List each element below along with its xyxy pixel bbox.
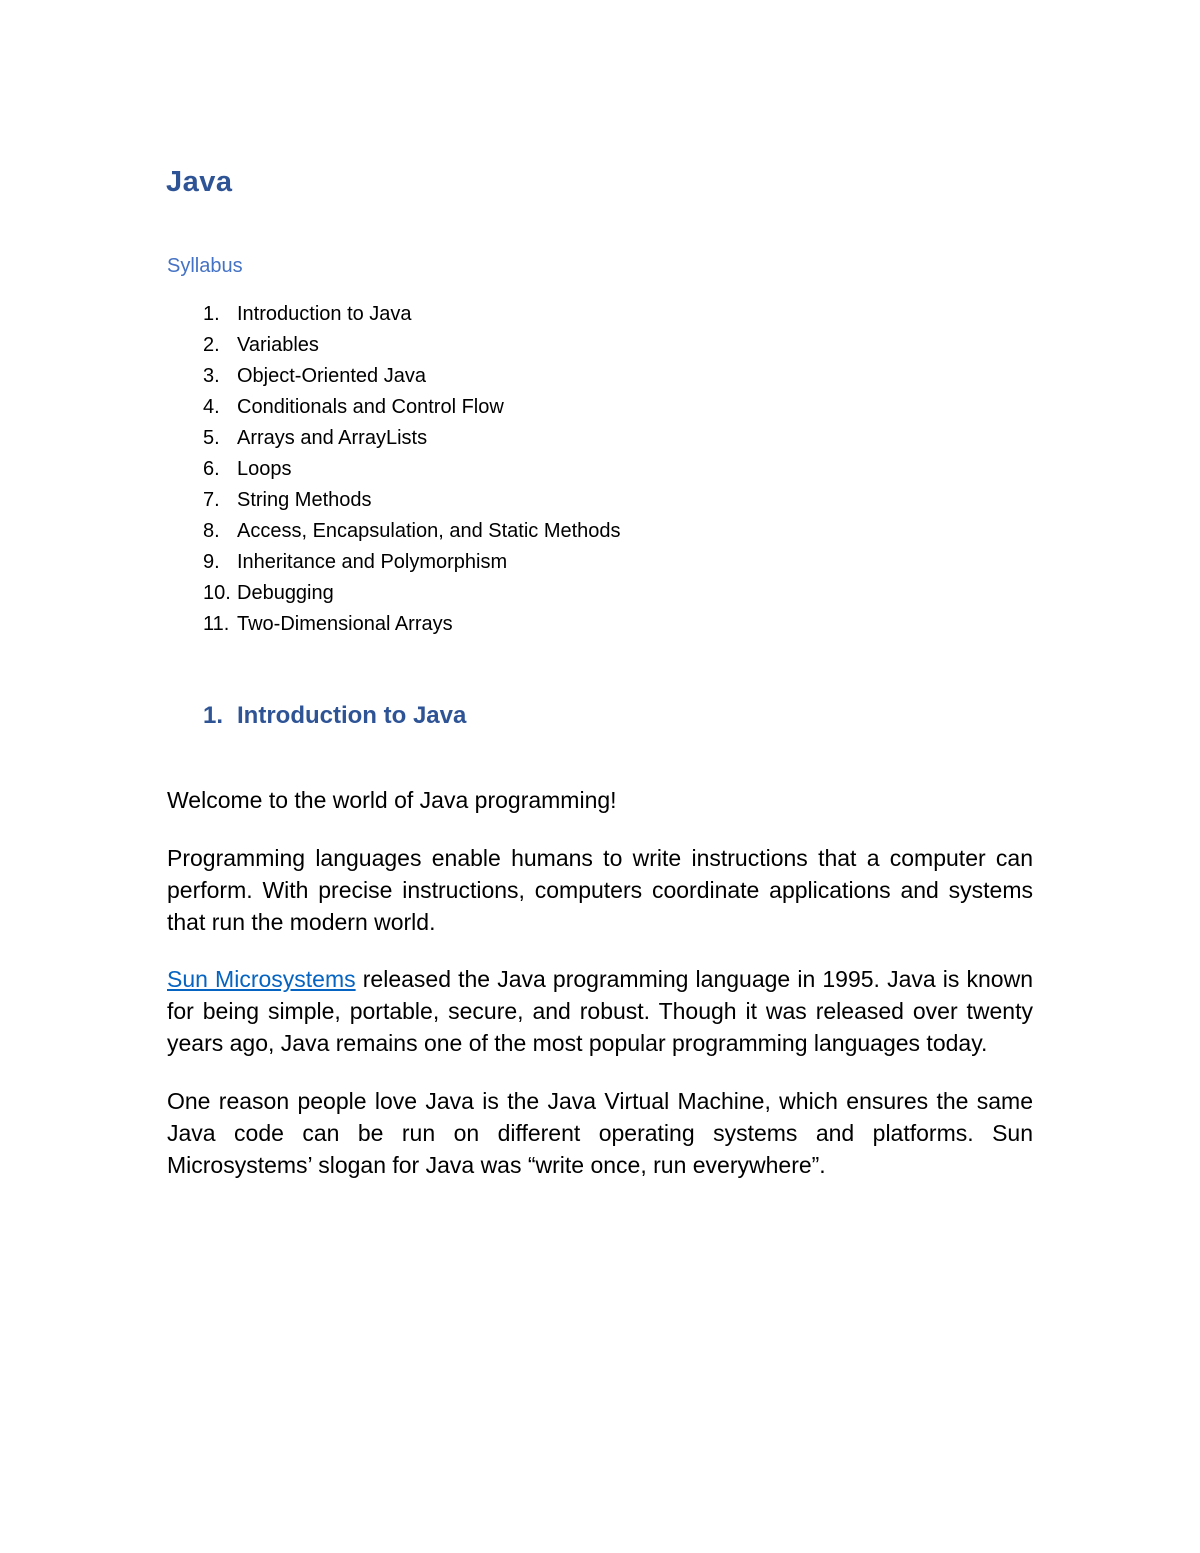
list-item-number: 1. (203, 303, 220, 325)
list-item-number: 9. (203, 551, 220, 573)
list-item-number: 2. (203, 334, 220, 356)
list-item-number: 4. (203, 396, 220, 418)
list-item-label: Object-Oriented Java (237, 365, 426, 387)
list-item-label: Debugging (237, 582, 334, 604)
list-item-label: Arrays and ArrayLists (237, 427, 428, 449)
paragraph-programming-languages: Programming languages enable humans to write instructions that a computer can perform. With precise instructions, computers coordinate applications and systems that run the modern world. (167, 845, 1033, 935)
list-item-number: 7. (203, 489, 220, 511)
section-heading-text: Introduction to Java (237, 702, 467, 729)
document-title: Java (166, 166, 233, 198)
list-item-number: 10. (203, 582, 231, 604)
list-item-label: Inheritance and Polymorphism (237, 551, 508, 573)
list-item-number: 5. (203, 427, 220, 449)
list-item-label: Loops (237, 458, 292, 480)
list-item-number: 6. (203, 458, 220, 480)
list-item-number: 8. (203, 520, 220, 542)
paragraph-welcome: Welcome to the world of Java programming! (167, 787, 617, 813)
syllabus-heading: Syllabus (167, 255, 243, 277)
sun-microsystems-link[interactable]: Sun Microsystems (167, 966, 356, 992)
section-heading (0, 702, 1200, 738)
list-item-number: 3. (203, 365, 220, 387)
paragraph-sun-microsystems-text: released the Java programming language in 1995. Java is known for being simple, portable, secure, and robust. Though it was released over twenty years ago, Java remains one of the most popular programming languages today. (167, 966, 1034, 1056)
paragraph-sun-microsystems (167, 963, 1033, 1059)
list-item-label: Conditionals and Control Flow (237, 396, 504, 418)
list-item-number: 11. (203, 613, 230, 635)
list-item-label: Access, Encapsulation, and Static Methods (237, 520, 621, 542)
list-item-label: String Methods (237, 489, 372, 511)
list-item-label: Variables (237, 334, 319, 356)
list-item-label: Introduction to Java (237, 303, 412, 325)
list-item-label: Two-Dimensional Arrays (237, 613, 453, 635)
section-heading-number: 1. (203, 702, 224, 729)
paragraph-jvm: One reason people love Java is the Java Virtual Machine, which ensures the same Java code can be run on different operating systems and platforms. Sun Microsystems’ slogan for Java was “write once, run everywhere”. (167, 1088, 1033, 1178)
